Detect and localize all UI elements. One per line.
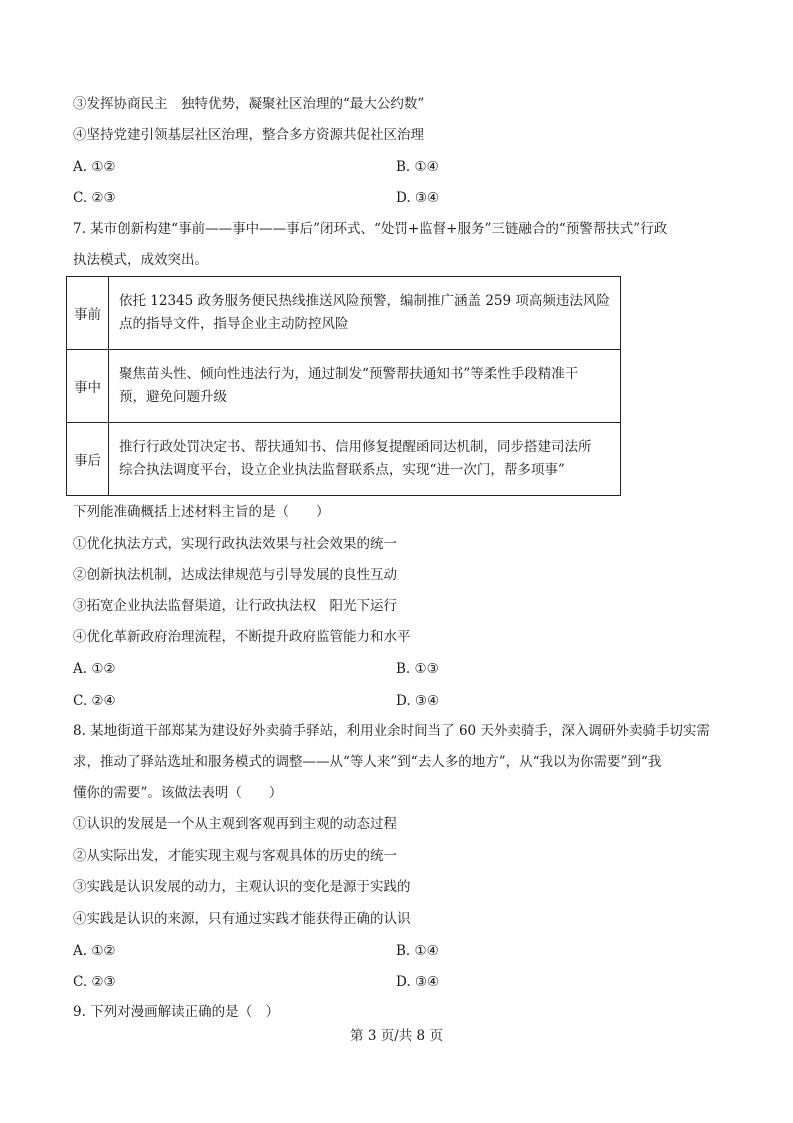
q8-option-c: C. ②③: [73, 974, 116, 990]
q7-option-a: A. ①②: [73, 661, 116, 677]
q6-item-3: ③发挥协商民主 独特优势，凝聚社区治理的“最大公约数”: [73, 96, 425, 112]
table-stage-cell: 事前: [67, 277, 109, 350]
q7-stem-line2: 执法模式，成效突出。: [73, 252, 208, 268]
q7-question: 下列能准确概括上述材料主旨的是（ ）: [73, 504, 330, 520]
q7-item-1: ①优化执法方式，实现行政执法效果与社会效果的统一: [73, 536, 397, 552]
q6-item-4: ④坚持党建引领基层社区治理，整合多方资源共促社区治理: [73, 127, 424, 143]
table-content-line: 点的指导文件，指导企业主动防控风险: [119, 316, 349, 332]
q6-option-a: A. ①②: [73, 159, 116, 175]
q7-item-3: ③拓宽企业执法监督渠道，让行政执法权 阳光下运行: [73, 598, 397, 614]
q8-item-1: ①认识的发展是一个从主观到客观再到主观的动态过程: [73, 816, 397, 832]
q8-option-b: B. ①④: [396, 943, 439, 959]
table-content-cell: [109, 350, 621, 423]
q6-option-d: D. ③④: [396, 190, 440, 206]
q7-table: [66, 276, 621, 496]
page-footer: 第 3 页/共 8 页: [350, 1028, 443, 1044]
q8-stem-line1: 8. 某地街道干部郑某为建设好外卖骑手驿站，利用业余时间当了 60 天外卖骑手，深入调研外卖骑手切实需: [73, 723, 710, 739]
table-content-line: 预，避免问题升级: [119, 389, 227, 405]
table-row: [67, 350, 621, 423]
table-content-line: 聚焦苗头性、倾向性违法行为，通过制发“预警帮扶通知书”等柔性手段精准干: [119, 366, 579, 382]
q7-stem-line1: 7. 某市创新构建“事前——事中——事后”闭环式、“处罚+监督+服务”三链融合的“预警帮扶式”行政: [73, 221, 668, 237]
table-content-line: 综合执法调度平台，设立企业执法监督联系点，实现“进一次门，帮多项事”: [119, 462, 565, 478]
table-row: [67, 277, 621, 350]
table-content-line: 推行行政处罚决定书、帮扶通知书、信用修复提醒函同达机制，同步搭建司法所: [119, 439, 592, 455]
q6-option-b: B. ①④: [396, 159, 439, 175]
q7-item-2: ②创新执法机制，达成法律规范与引导发展的良性互动: [73, 567, 397, 583]
q8-stem-line2: 求，推动了驿站选址和服务模式的调整——从“等人来”到“去人多的地方”，从“我以为你需要”到“我: [73, 754, 662, 770]
q7-option-d: D. ③④: [396, 693, 440, 709]
table-stage-cell: 事后: [67, 423, 109, 496]
table-content-cell: [109, 423, 621, 496]
q8-stem-line3: 懂你的需要”。该做法表明（ ）: [73, 785, 283, 801]
q8-option-a: A. ①②: [73, 943, 116, 959]
q8-item-2: ②从实际出发，才能实现主观与客观具体的历史的统一: [73, 848, 397, 864]
table-content-cell: [109, 277, 621, 350]
table-content-line: 依托 12345 政务服务便民热线推送风险预警，编制推广涵盖 259 项高频违法风险: [119, 293, 610, 309]
table-row: [67, 423, 621, 496]
q6-option-c: C. ②③: [73, 190, 116, 206]
table-stage-cell: 事中: [67, 350, 109, 423]
q8-option-d: D. ③④: [396, 974, 440, 990]
q7-item-4: ④优化革新政府治理流程，不断提升政府监管能力和水平: [73, 629, 411, 645]
q9-stem: 9. 下列对漫画解读正确的是（ ）: [73, 1004, 280, 1020]
q7-option-c: C. ②④: [73, 693, 116, 709]
q7-option-b: B. ①③: [396, 661, 439, 677]
q8-item-3: ③实践是认识发展的动力，主观认识的变化是源于实践的: [73, 879, 411, 895]
q8-item-4: ④实践是认识的来源，只有通过实践才能获得正确的认识: [73, 911, 411, 927]
